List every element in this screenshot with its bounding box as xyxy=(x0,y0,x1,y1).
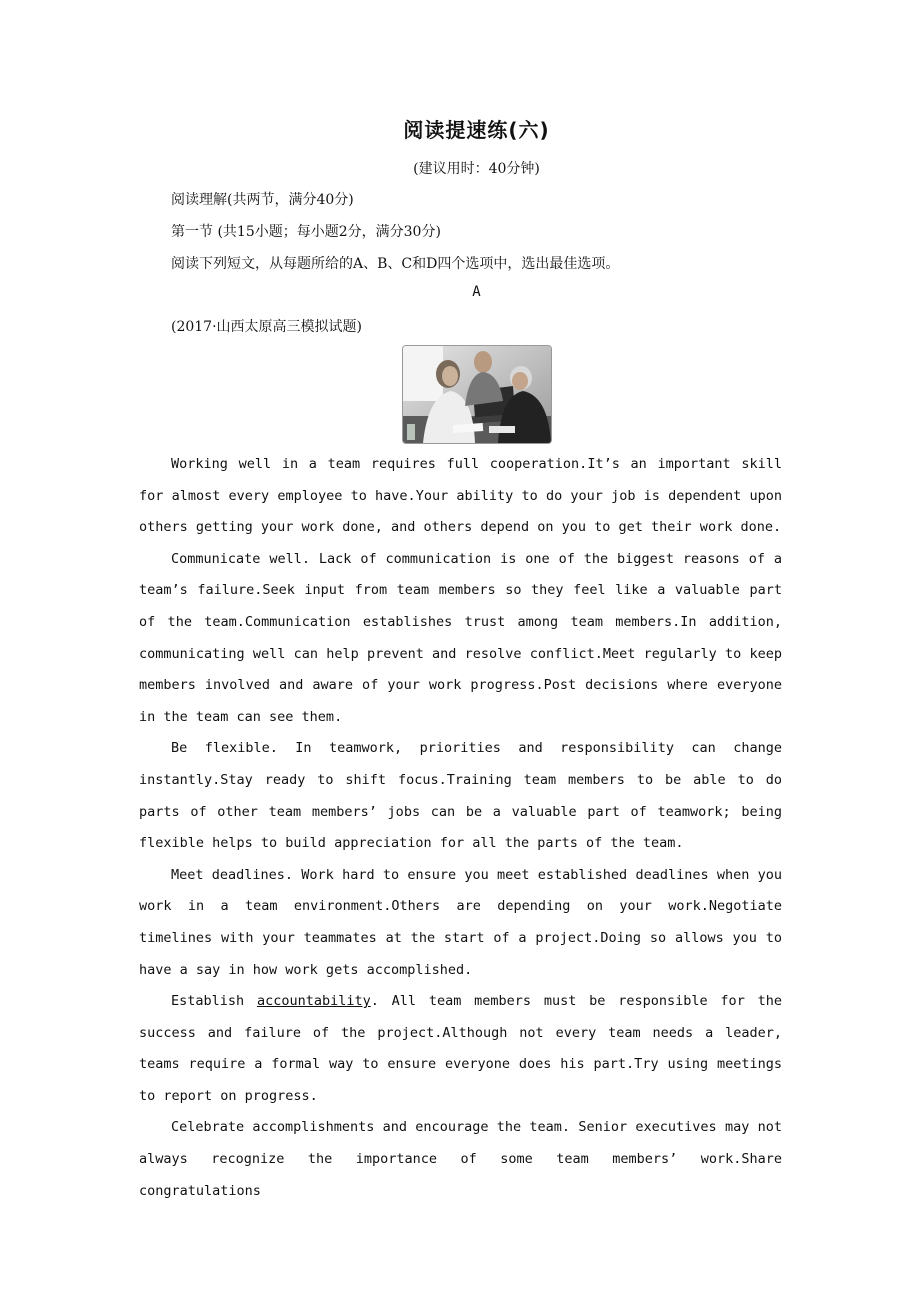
paragraph-1: Working well in a team requires full cooperation.It’s an important skill for almost every employee to have.Your ability to do your job is dependent upon others getting your work done, and others depend on you to get their work done. xyxy=(139,456,782,536)
passage-source: (2017·山西太原高三模拟试题) xyxy=(171,319,363,335)
paragraph-6: Celebrate accomplishments and encourage the team. Senior executives may not always recognize the importance of some team members’ work.Share congratulations xyxy=(139,1119,782,1199)
paragraph-4: Meet deadlines. Work hard to ensure you meet established deadlines when you work in a team environment.Others are depending on your work.Negotiate timelines with your teammates at the start of a project.Doing so allows you to have a say in how work gets accomplished. xyxy=(139,866,782,978)
paragraph-5-rest: . All team members must be responsible for the success and failure of the project.Although not every team needs a leader, teams require a formal way to ensure everyone does his part.Try using meetings to report on progress. xyxy=(139,993,782,1104)
time-note: (建议用时：40分钟) xyxy=(413,161,540,177)
paragraph-2: Communicate well. Lack of communication is one of the biggest reasons of a team’s failure.Seek input from team members so they feel like a valuable part of the team.Communication establishes trust among team members.In addition, communicating well can help prevent and resolve conflict.Meet regularly to keep members involved and aware of your work progress.Post decisions where everyone in the team can see them. xyxy=(139,550,782,725)
passage-letter: A xyxy=(472,284,481,300)
paragraph-3: Be flexible. In teamwork, priorities and responsibility can change instantly.Stay ready to shift focus.Training team members to be able to do parts of other team members’ jobs can be a valuable part of teamwork; being flexible helps to build appreciation for all the parts of the team. xyxy=(139,740,782,852)
part-info: 阅读理解(共两节，满分40分) xyxy=(171,192,354,208)
page-title: 阅读提速练(六) xyxy=(403,118,550,142)
team-meeting-photo xyxy=(402,345,552,444)
paragraph-5-lead: Establish xyxy=(171,993,257,1010)
section-info: 第一节 (共15小题；每小题2分，满分30分) xyxy=(171,224,441,240)
paragraph-5 xyxy=(139,986,782,1112)
instructions: 阅读下列短文，从每题所给的A、B、C和D四个选项中，选出最佳选项。 xyxy=(171,256,620,272)
passage-text xyxy=(139,449,782,1207)
underlined-word: accountability xyxy=(256,993,371,1010)
